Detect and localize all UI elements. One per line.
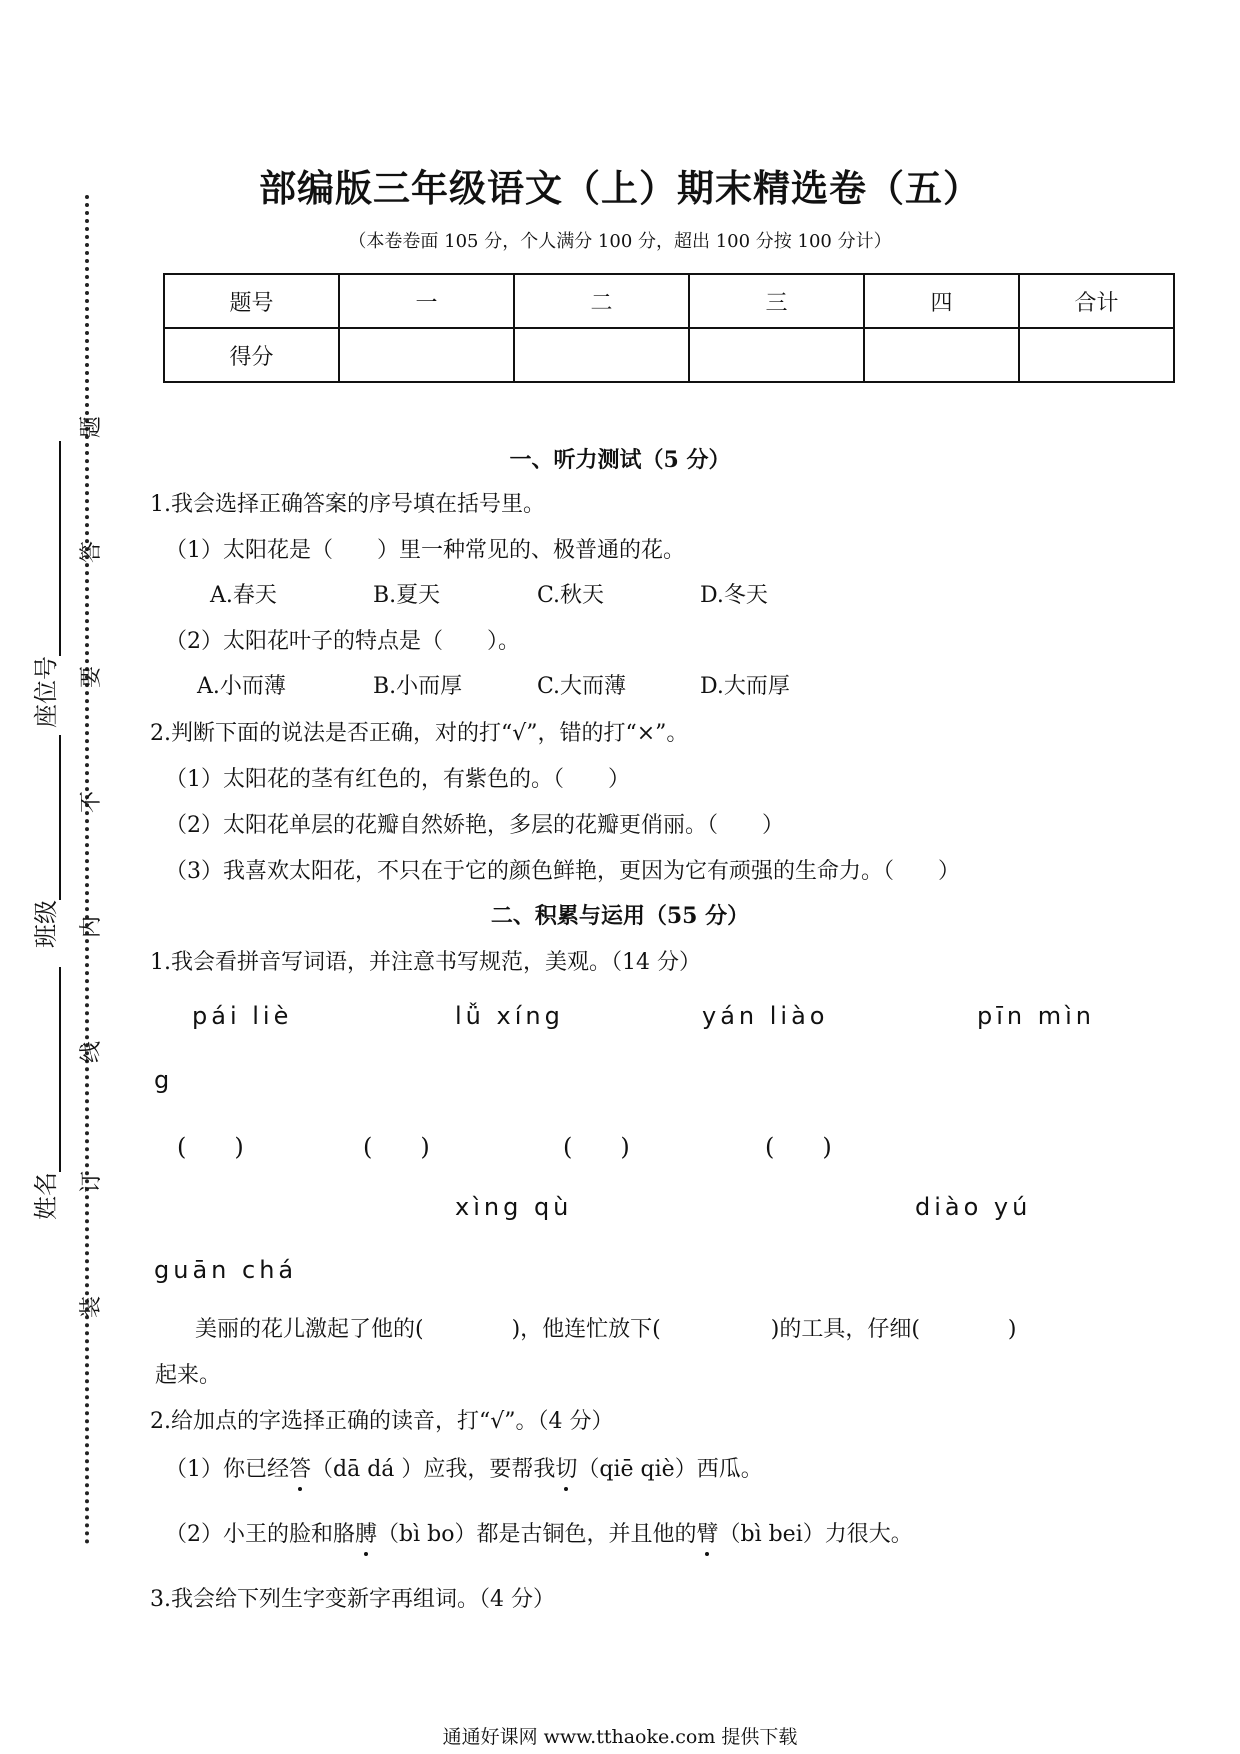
page-title: 部编版三年级语文（上）期末精选卷（五） xyxy=(259,166,981,210)
binding-word: 内 xyxy=(79,916,104,939)
option-b[interactable]: B.小而厚 xyxy=(373,674,463,699)
text-part: （qiē qiè）西瓜。 xyxy=(577,1457,763,1482)
pinyin-word: yán liào xyxy=(702,1002,829,1030)
dotted-char: 膊 xyxy=(355,1517,377,1548)
seat-number-field[interactable] xyxy=(26,441,61,728)
option-b[interactable]: B.夏天 xyxy=(373,583,441,608)
s1-q1-sub2: （2）太阳花叶子的特点是（ ）。 xyxy=(165,629,520,654)
score-cell[interactable] xyxy=(689,328,864,382)
text-part: （bì bei）力很大。 xyxy=(718,1522,913,1547)
pinyin-wrap: g xyxy=(154,1066,174,1094)
score-cell[interactable] xyxy=(339,328,514,382)
score-table-header-row xyxy=(164,274,1174,328)
score-row-label: 得分 xyxy=(164,328,339,382)
option-c[interactable]: C.大而薄 xyxy=(537,674,627,699)
section2-heading: 二、积累与运用（55 分） xyxy=(490,903,750,929)
s1-q1-stem: 1.我会选择正确答案的序号填在括号里。 xyxy=(150,492,545,517)
name-label: 姓名 xyxy=(32,1172,60,1220)
text-part: （1）你已经 xyxy=(165,1457,289,1482)
text-part: （bì bo）都是古铜色，并且他的 xyxy=(377,1522,697,1547)
section1-heading: 一、听力测试（5 分） xyxy=(509,447,731,473)
pinyin-wrap: guān chá xyxy=(154,1256,298,1284)
text-part: （dā dá ）应我，要帮我 xyxy=(311,1457,556,1482)
s2-q2-item2 xyxy=(165,1517,913,1548)
dotted-char: 答 xyxy=(289,1452,311,1483)
page-subtitle: （本卷卷面 105 分，个人满分 100 分，超出 100 分按 100 分计） xyxy=(348,231,892,252)
score-cell[interactable] xyxy=(1019,328,1174,382)
binding-word: 装 xyxy=(79,1296,104,1319)
text-part: （2）小王的脸和胳 xyxy=(165,1522,355,1547)
pinyin-word: xìng qù xyxy=(455,1193,573,1221)
dotted-char: 臂 xyxy=(696,1517,718,1548)
pinyin-word: diào yú xyxy=(915,1193,1032,1221)
score-header-cell: 四 xyxy=(864,274,1019,328)
s1-q2-item: （1）太阳花的茎有红色的，有紫色的。（ ） xyxy=(165,767,630,792)
answer-parens[interactable]: ( ) xyxy=(563,1133,630,1161)
fill-sentence-line2: 起来。 xyxy=(155,1363,222,1388)
seat-number-label: 座位号 xyxy=(32,656,60,728)
s1-q2-item: （2）太阳花单层的花瓣自然娇艳，多层的花瓣更俏丽。（ ） xyxy=(165,813,784,838)
score-table xyxy=(163,273,1175,383)
binding-dotted-line xyxy=(85,195,89,1545)
score-header-cell: 一 xyxy=(339,274,514,328)
s1-q1-sub1: （1）太阳花是（ ）里一种常见的、极普通的花。 xyxy=(165,538,685,563)
s2-q2-item1 xyxy=(165,1452,763,1483)
binding-word: 答 xyxy=(79,541,104,564)
pinyin-word: pái liè xyxy=(192,1002,293,1030)
option-a[interactable]: A.小而薄 xyxy=(197,674,286,699)
answer-parens[interactable]: ( ) xyxy=(177,1133,244,1161)
option-c[interactable]: C.秋天 xyxy=(537,583,605,608)
option-a[interactable]: A.春天 xyxy=(210,583,277,608)
binding-word: 线 xyxy=(79,1041,104,1064)
score-header-cell: 二 xyxy=(514,274,689,328)
pinyin-word: lǚ xíng xyxy=(455,1002,564,1030)
binding-word: 题 xyxy=(79,416,104,439)
score-cell[interactable] xyxy=(514,328,689,382)
name-blank[interactable] xyxy=(59,967,61,1172)
score-header-cell: 题号 xyxy=(164,274,339,328)
s1-q2-stem: 2.判断下面的说法是否正确，对的打“√”，错的打“×”。 xyxy=(150,721,689,746)
s2-q2-stem: 2.给加点的字选择正确的读音，打“√”。（4 分） xyxy=(150,1409,614,1434)
answer-parens[interactable]: ( ) xyxy=(363,1133,430,1161)
score-header-cell: 三 xyxy=(689,274,864,328)
s1-q2-item: （3）我喜欢太阳花，不只在于它的颜色鲜艳，更因为它有顽强的生命力。（ ） xyxy=(165,859,960,884)
score-header-cell: 合计 xyxy=(1019,274,1174,328)
fill-sentence-line1: 美丽的花儿激起了他的( )，他连忙放下( )的工具，仔细( ) xyxy=(195,1317,1017,1342)
binding-word: 不 xyxy=(79,791,104,814)
s2-q1-stem: 1.我会看拼音写词语，并注意书写规范，美观。（14 分） xyxy=(150,950,701,975)
answer-parens[interactable]: ( ) xyxy=(765,1133,832,1161)
page-footer: 通通好课网 www.tthaoke.com 提供下载 xyxy=(442,1726,798,1748)
score-cell[interactable] xyxy=(864,328,1019,382)
class-label: 班级 xyxy=(32,900,60,948)
name-field[interactable] xyxy=(26,967,61,1220)
dotted-char: 切 xyxy=(555,1452,577,1483)
s2-q3-stem: 3.我会给下列生字变新字再组词。（4 分） xyxy=(150,1587,555,1612)
binding-word: 订 xyxy=(79,1171,104,1194)
class-blank[interactable] xyxy=(59,735,61,900)
option-d[interactable]: D.大而厚 xyxy=(700,674,790,699)
pinyin-word: pīn mìn xyxy=(977,1002,1095,1030)
binding-word: 要 xyxy=(79,666,104,689)
score-table-score-row xyxy=(164,328,1174,382)
option-d[interactable]: D.冬天 xyxy=(700,583,768,608)
